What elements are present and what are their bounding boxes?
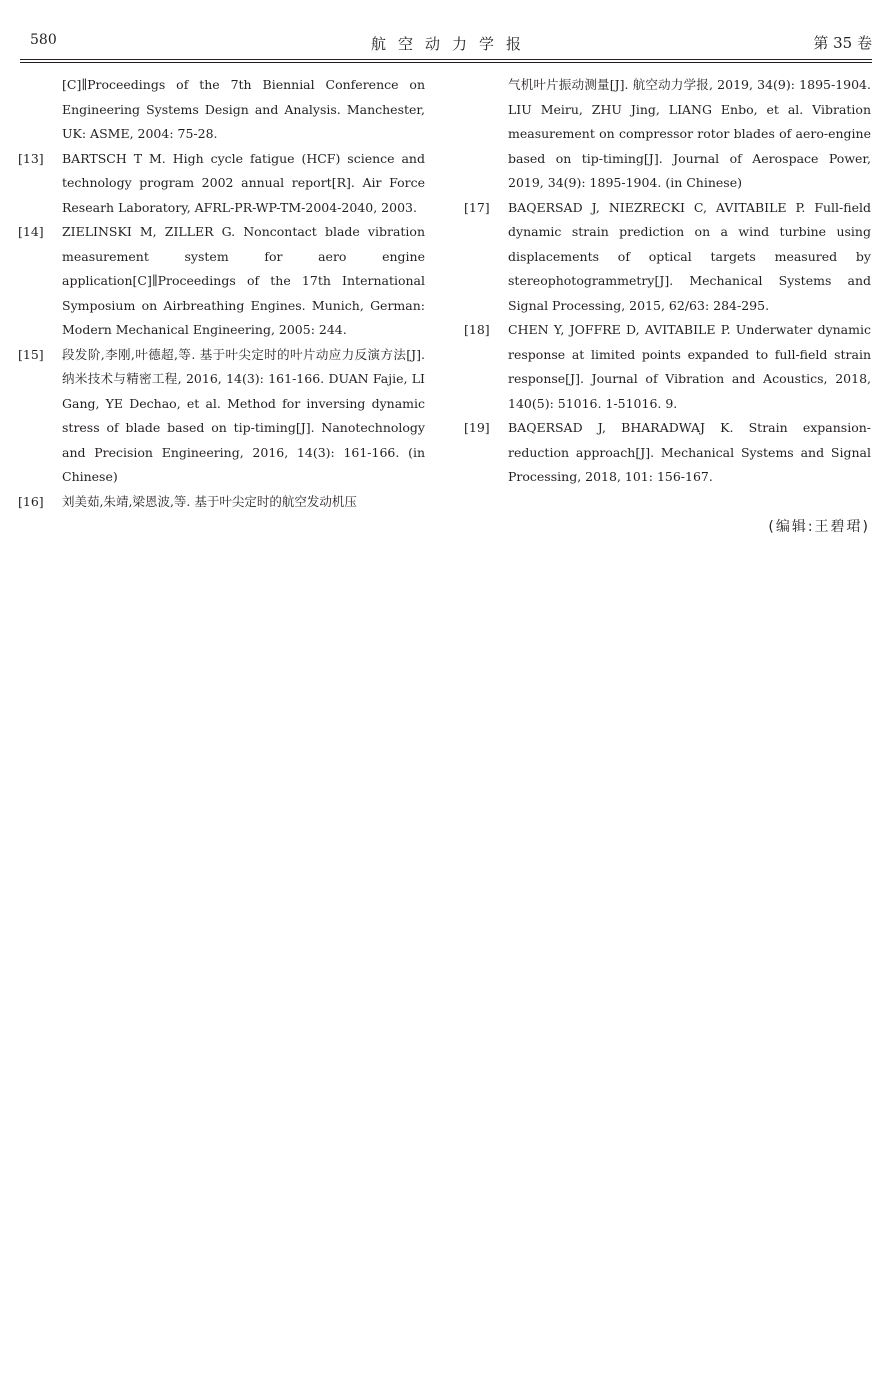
reference-19 [464, 416, 871, 490]
reference-text: BAQERSAD J, NIEZRECKI C, AVITABILE P. Full-field dynamic strain prediction on a wind turbine using displacements of optical targets measured by stereophotogrammetry[J]. Mechanical Systems and Signal Processing, 2015, 62/63: 284-295. [508, 199, 871, 313]
header-rule-top [20, 59, 872, 60]
reference-16-continued [464, 73, 871, 196]
header-rule-bottom [20, 62, 872, 63]
reference-16 [18, 490, 425, 515]
reference-number: [17] [464, 199, 490, 215]
reference-text: 段发阶,李刚,叶德超,等. 基于叶尖定时的叶片动应力反演方法[J]. 纳米技术与精密工程, 2016, 14(3): 161-166. DUAN Fajie, LI Gang, YE Dechao, et al. Method for inversing dynamic stress of blade based on tip-timing[J]. Nanotechnology and Precision Engineering, 2016, 14(3): 161-166. (in Chinese) [62, 346, 425, 484]
reference-number: [18] [464, 322, 490, 337]
reference-text: 刘美茹,朱靖,梁恩波,等. 基于叶尖定时的航空发动机压 [62, 493, 357, 509]
reference-18 [464, 318, 871, 416]
reference-text: BAQERSAD J, BHARADWAJ K. Strain expansion-reduction approach[J]. Mechanical Systems and Signal Processing, 2018, 101: 156-167. [508, 420, 871, 484]
reference-number: [15] [18, 346, 44, 362]
reference-number: [16] [18, 493, 44, 509]
reference-number: [19] [464, 420, 490, 435]
reference-15 [18, 343, 425, 490]
reference-14 [18, 220, 425, 343]
reference-number: [13] [18, 150, 44, 166]
reference-13 [18, 147, 425, 221]
right-column [464, 73, 871, 490]
editor-note: (编辑:王碧珺) [768, 519, 870, 535]
reference-text: BARTSCH T M. High cycle fatigue (HCF) science and technology program 2002 annual report[R]. Air Force Researh Laboratory, AFRL-PR-WP-TM-2004-2040, 2003. [62, 150, 425, 215]
journal-title: 航空动力学报 [370, 35, 533, 53]
volume-label: 第 35 卷 [813, 34, 872, 52]
reference-number: [14] [18, 224, 44, 239]
reference-text: CHEN Y, JOFFRE D, AVITABILE P. Underwater dynamic response at limited points expanded to full-field strain response[J]. Journal of Vibration and Acoustics, 2018, 140(5): 51016. 1-51016. 9. [508, 322, 871, 411]
reference-continued [18, 73, 425, 147]
reference-17 [464, 196, 871, 319]
page-number: 580 [30, 32, 57, 48]
page-header [20, 26, 872, 60]
left-column [18, 73, 425, 514]
reference-text: [C]∥Proceedings of the 7th Biennial Conference on Engineering Systems Design and Analysis. Manchester, UK: ASME, 2004: 75-28. [62, 77, 425, 141]
reference-text: 气机叶片振动测量[J]. 航空动力学报, 2019, 34(9): 1895-1904. LIU Meiru, ZHU Jing, LIANG Enbo, et al. Vibration measurement on compressor rotor blades of aero-engine based on tip-timing[J]. Journal of Aerospace Power, 2019, 34(9): 1895-1904. (in Chinese) [508, 77, 871, 190]
reference-text: ZIELINSKI M, ZILLER G. Noncontact blade vibration measurement system for aero engine application[C]∥Proceedings of the 17th International Symposium on Airbreathing Engines. Munich, German: Modern Mechanical Engineering, 2005: 244. [62, 224, 425, 337]
